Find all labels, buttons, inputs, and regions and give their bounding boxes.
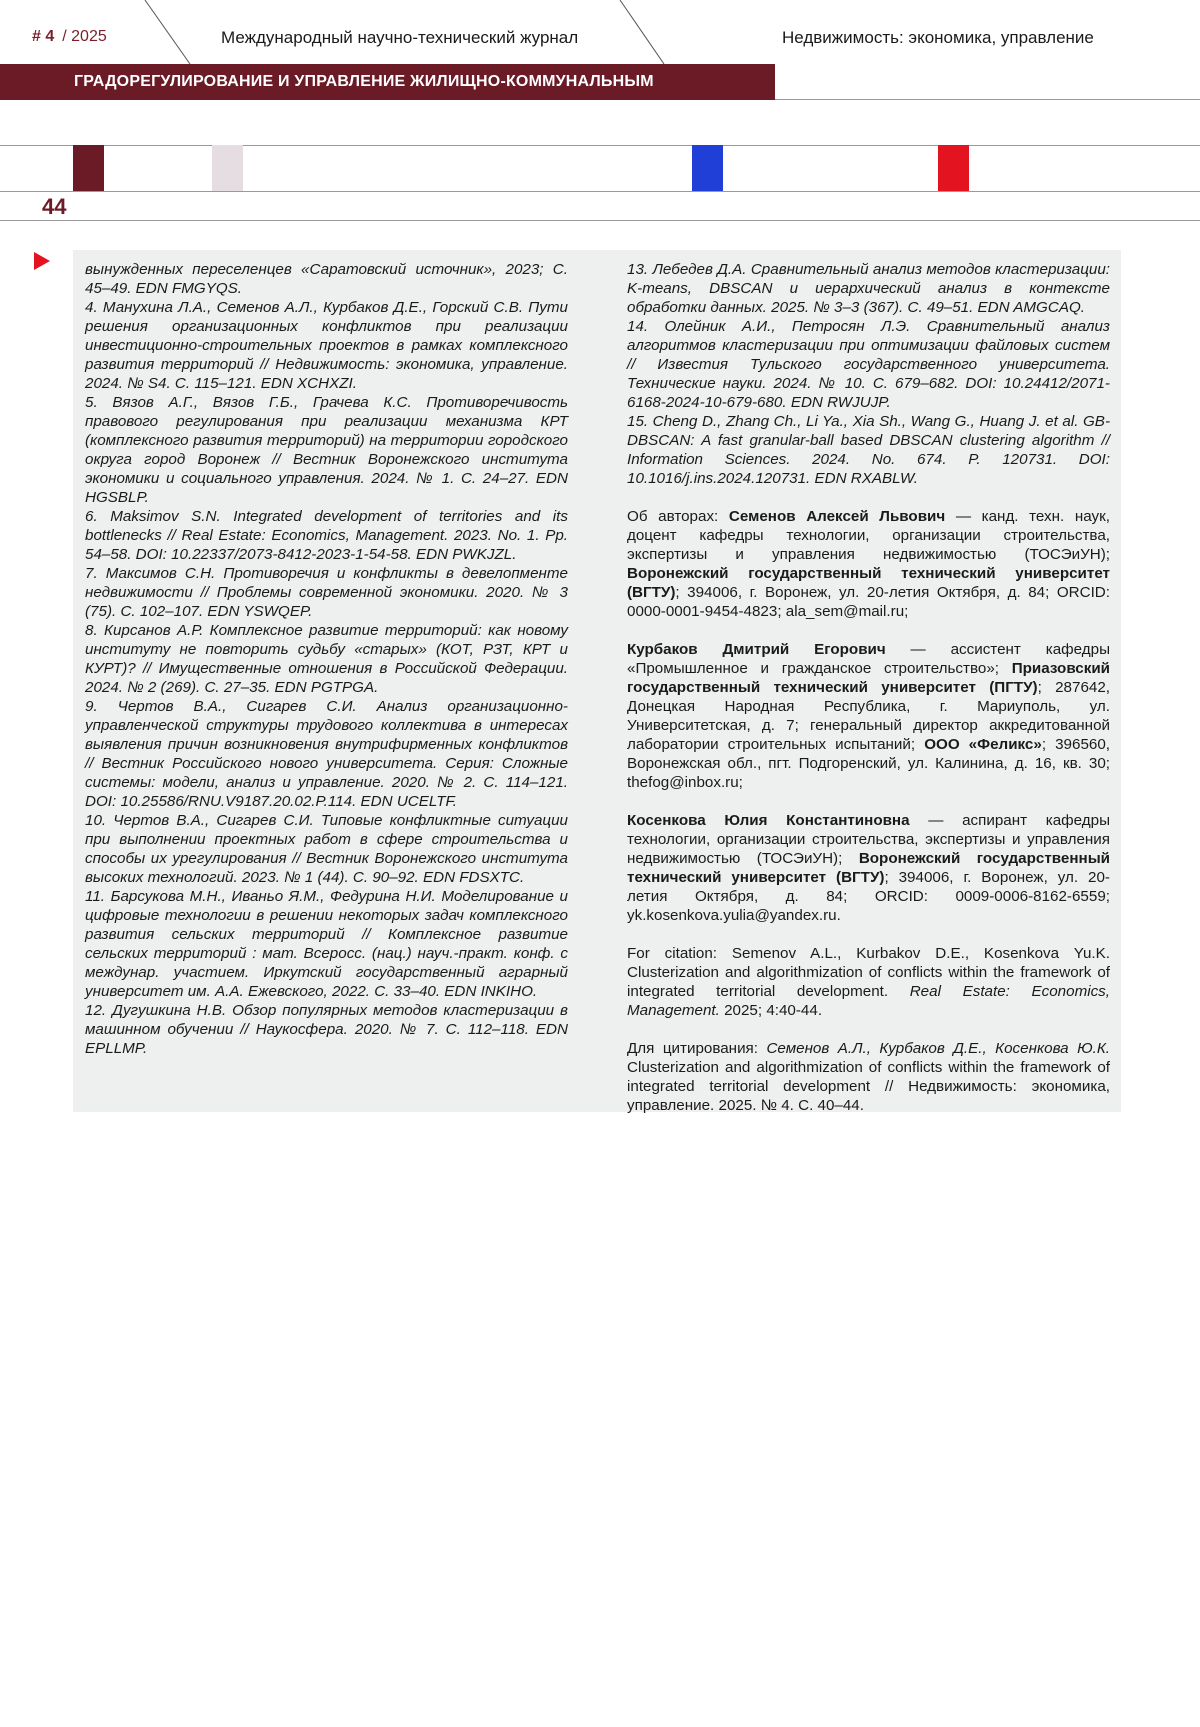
author-text: ; 396560, Воронежская обл., пгт. Подгоренский, ул. Калинина, д. 16, кв. 30; thefog@inbox.ru; — [627, 736, 1111, 791]
citation-russian — [627, 1039, 1110, 1115]
page-header — [0, 0, 1200, 64]
citation-authors: Семенов А.Л., Курбаков Д.Е., Косенкова Ю.К. — [766, 1040, 1110, 1057]
header-bottom-line — [0, 220, 1200, 221]
reference-item: 11. Барсукова М.Н., Иваньо Я.М., Федурина Н.И. Моделирование и цифровые технологии в решении некоторых задач комплексного развития сельских территорий // Комплексное развитие сельских территорий : мат. Всеросс. (нац.) науч.-практ. конф. с междунар. участием. Иркутский государственный аграрный университет им. А.А. Ежевского, 2022. С. 33–40. EDN INKIHO. — [85, 888, 568, 1000]
issue-year: / 2025 — [62, 28, 107, 45]
reference-item: 8. Кирсанов А.Р. Комплексное развитие территорий: как новому институту не повторить судьбу «старых» (КОТ, РЗТ, КРТ и КУРТ)? // Имущественные отношения в Российской Федерации. 2024. № 2 (269). С. 27–35. EDN PGTPGA. — [85, 622, 568, 696]
author-name: Курбаков Дмитрий Егорович — [627, 641, 886, 658]
author-text: — ассистент кафедры «Промышленное и гражданское строительство»; — [627, 641, 1110, 677]
citation-text: Для цитирования: — [627, 1040, 767, 1057]
reference-item: 10. Чертов В.А., Сигарев С.И. Типовые конфликтные ситуации при выполнении проектных работ в сфере строительства и способы их урегулирования // Вестник Воронежского института высоких технологий. 2023. № 1 (44). С. 90–92. EDN FDSXTC. — [85, 812, 568, 886]
reference-item: 13. Лебедев Д.А. Сравнительный анализ методов кластеризации: K-means, DBSCAN и иерархический анализ в контексте обработки данных. 2025. № 3–3 (367). С. 49–51. EDN AMGCAQ. — [627, 261, 1110, 316]
author-text: — аспирант кафедры технологии, организации строительства, экспертизы и управления недвижимостью (ТОСЭиУН); — [627, 812, 1111, 867]
page-number: 44 — [42, 194, 67, 219]
journal-title: Недвижимость: экономика, управление — [782, 28, 1094, 47]
reference-item: 4. Манухина Л.А., Семенов А.Л., Курбаков Д.Е., Горский С.В. Пути решения организационных конфликтов при реализации инвестиционно-строительных проектов в рамках комплексного развития территорий // Недвижимость: экономика, управление. 2024. № S4. С. 115–121. EDN XCHXZI. — [85, 299, 568, 392]
author-text: ; 394006, г. Воронеж, ул. 20-летия Октября, д. 84; ORCID: 0000-0001-9454-4823; ala_sem@mail.ru; — [627, 584, 1110, 620]
citation-text: For citation: Semenov A.L., Kurbakov D.E., Kosenkova Yu.K. Clusterization and algorithmization of conflicts within the framework of integrated territorial development. — [627, 945, 1110, 1000]
reference-item: 15. Cheng D., Zhang Ch., Li Ya., Xia Sh., Wang G., Huang J. et al. GB-DBSCAN: A fast granular-ball based DBSCAN clustering algorithm // Information Sciences. 2024. No. 674. P. 120731. DOI: 10.1016/j.ins.2024.120731. EDN RXABLW. — [627, 413, 1110, 487]
author-org: Приазовский государственный технический университет (ПГТУ) — [627, 660, 1110, 696]
reference-item: вынужденных переселенцев «Саратовский источник», 2023; С. 45–49. EDN FMGYQS. — [85, 261, 568, 297]
reference-item: 12. Дугушкина Н.В. Обзор популярных методов кластеризации в машинном обучении // Наукосфера. 2020. № 7. С. 112–118. EDN EPLLMP. — [85, 1002, 568, 1057]
references-left-column — [85, 260, 568, 1058]
stripe-top-line — [0, 145, 1200, 146]
author-org: Воронежский государственный технический университет (ВГТУ) — [627, 565, 1110, 601]
stripe-bottom-line — [0, 191, 1200, 192]
author-text: ; 287642, Донецкая Народная Республика, г. Мариуполь, ул. Университетская, д. 7; генеральный директор аккредитованной лаборатории строительных испытаний; — [627, 679, 1111, 753]
light-color-block — [212, 145, 243, 191]
reference-item: 7. Максимов С.Н. Противоречия и конфликты в девелопменте недвижимости // Проблемы современной экономики. 2020. № 3 (75). С. 102–107. EDN YSWQEP. — [85, 565, 568, 620]
reference-item: 9. Чертов В.А., Сигарев С.И. Анализ организационно-управленческой структуры трудового коллектива в интересах выявления причин возникновения внутрифирменных конфликтов // Вестник Российского нового университета. Серия: Сложные системы: модели, анализ и управление. 2020. № 2. С. 114–121. DOI: 10.25586/RNU.V9187.20.02.P.114. EDN UCELTF. — [85, 698, 568, 810]
red-color-block — [938, 145, 969, 191]
author-name: Семенов Алексей Львович — [728, 508, 946, 525]
references-right-column — [627, 260, 1110, 1115]
reference-item: 5. Вязов А.Г., Вязов Г.Б., Грачева К.С. Противоречивость правового регулирования при реализации механизма КРТ (комплексного развития территорий) на территории городского округа город Воронеж // Вестник Воронежского института экономики и социального управления. 2024. № 1. С. 24–27. EDN HGSBLP. — [85, 394, 568, 506]
rubric-bar: ГРАДОРЕГУЛИРОВАНИЕ И УПРАВЛЕНИЕ ЖИЛИЩНО-КОММУНАЛЬНЫМ КОМПЛЕКСОМ — [0, 64, 775, 100]
author-kosenkova — [627, 811, 1110, 925]
citation-text: 2025; 4:40-44. — [719, 1002, 823, 1019]
red-arrow-icon — [34, 252, 50, 270]
blue-color-block — [692, 145, 723, 191]
rubric-line — [775, 99, 1200, 100]
author-text: — канд. техн. наук, доцент кафедры технологии, организации строительства, экспертизы и управления недвижимостью (ТОСЭиУН); — [627, 508, 1110, 563]
author-semenov — [627, 507, 1110, 621]
authors-intro: Об авторах: — [627, 508, 719, 525]
author-name: Косенкова Юлия Константиновна — [627, 812, 910, 829]
author-org: ООО «Феликс» — [924, 736, 1042, 753]
issue-number: # 4 — [32, 28, 55, 45]
reference-item: 6. Maksimov S.N. Integrated development of territories and its bottlenecks // Real Estate: Economics, Management. 2023. No. 1. Pp. 54–58. DOI: 10.22337/2073-8412-2023-1-54-58. EDN PWKJZL. — [85, 508, 568, 563]
citation-journal: Real Estate: Economics, Management. — [627, 983, 1110, 1019]
citation-english — [627, 944, 1110, 1020]
author-org: Воронежский государственный технический университет (ВГТУ) — [627, 850, 1110, 886]
citation-text: Clusterization and algorithmization of conflicts within the framework of integrated territorial development // Недвижимость: экономика, управление. 2025. № 4. С. 40–44. — [627, 1059, 1110, 1114]
author-kurbakov — [627, 640, 1110, 792]
author-text: ; 394006, г. Воронеж, ул. 20-летия Октября, д. 84; ORCID: 0009-0006-8162-6559; yk.kosenkova.yulia@yandex.ru. — [627, 869, 1110, 924]
journal-type: Международный научно-технический журнал — [221, 28, 579, 47]
brand-color-block — [73, 145, 104, 191]
reference-item: 14. Олейник А.И., Петросян Л.Э. Сравнительный анализ алгоритмов кластеризации при оптимизации файловых систем // Известия Тульского государственного университета. Технические науки. 2024. № 10. С. 679–682. DOI: 10.24412/2071-6168-2024-10-679-680. EDN RWJUJP. — [627, 318, 1110, 411]
